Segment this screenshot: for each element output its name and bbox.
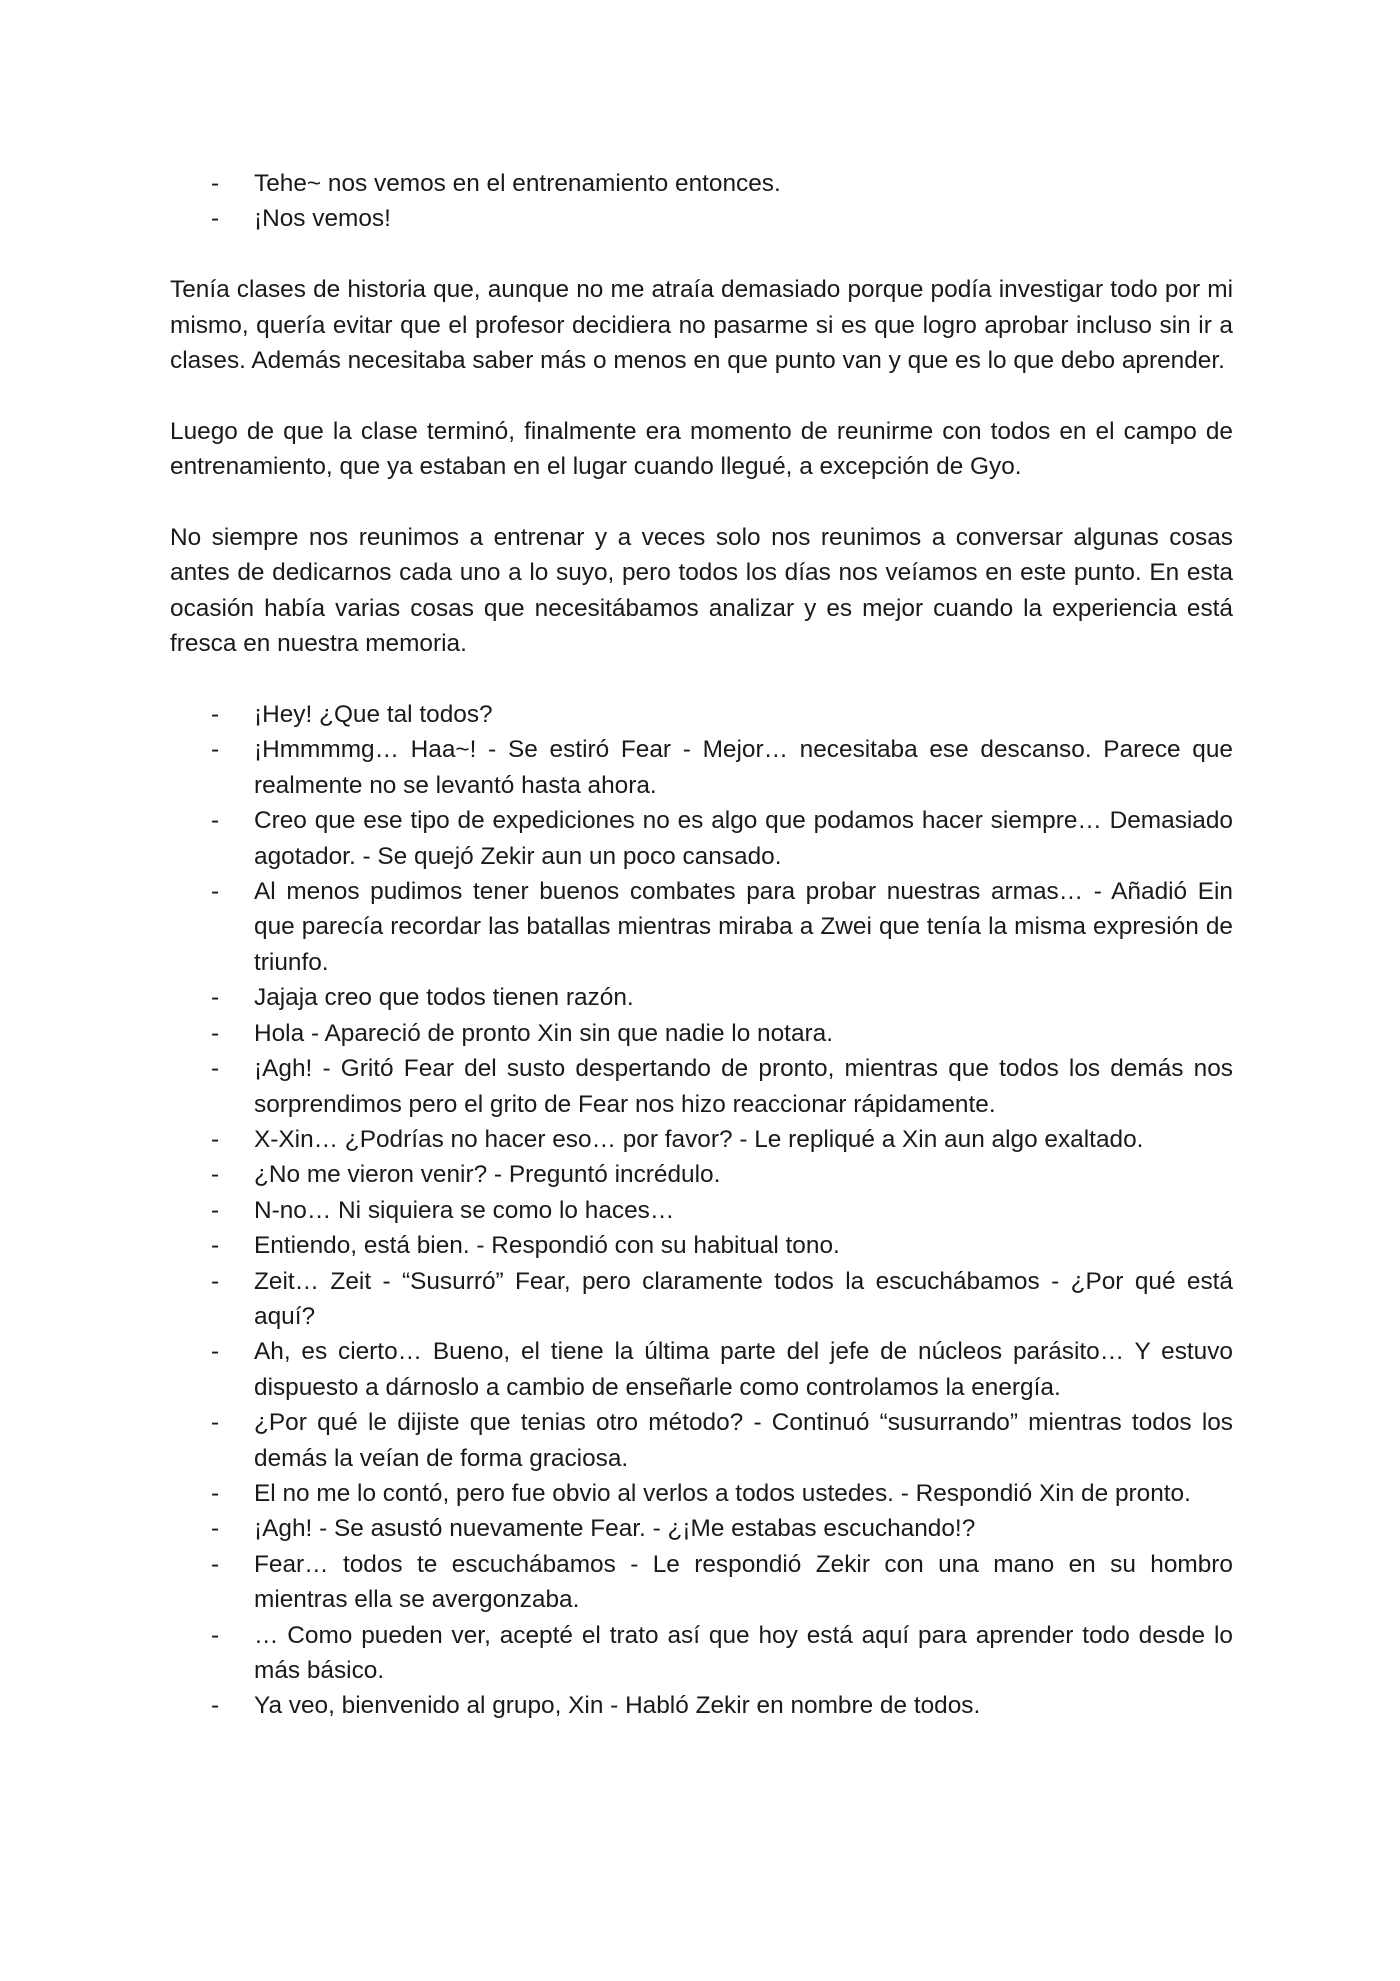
dialogue-line (170, 1228, 1233, 1263)
dialogue-line (170, 732, 1233, 803)
dialogue-line (170, 1618, 1233, 1689)
dialogue-line (170, 980, 1233, 1015)
narrative-paragraph: Luego de que la clase terminó, finalmente era momento de reunirme con todos en el campo de entrenamiento, que ya estaban en el lugar cuando llegué, a excepción de Gyo. (170, 417, 1233, 481)
dialogue-line (170, 1334, 1233, 1405)
dialogue-line (170, 1264, 1233, 1335)
dash-marker: - (211, 1196, 220, 1224)
dialogue-text: ¿Por qué le dijiste que tenias otro método? - Continuó “susurrando” mientras todos los demás la veían de forma graciosa. (254, 1409, 1233, 1472)
dialogue-text: El no me lo contó, pero fue obvio al verlos a todos ustedes. - Respondió Xin de pronto. (254, 1479, 1191, 1507)
dash-marker: - (211, 736, 220, 764)
dialogue-line (170, 1016, 1233, 1051)
dialogue-line (170, 201, 1233, 236)
dialogue-text: ¡Nos vemos! (254, 205, 391, 233)
dialogue-text: Tehe~ nos vemos en el entrenamiento entonces. (254, 170, 781, 197)
dialogue-text: Hola - Apareció de pronto Xin sin que nadie lo notara. (254, 1019, 833, 1047)
dialogue-line (170, 1157, 1233, 1192)
dash-marker: - (211, 701, 220, 729)
dash-marker: - (211, 205, 220, 233)
dialogue-text: Ya veo, bienvenido al grupo, Xin - Habló Zekir en nombre de todos. (254, 1692, 981, 1720)
dialogue-text: Fear… todos te escuchábamos - Le respondió Zekir con una mano en su hombro mientras ella se avergonzaba. (254, 1550, 1233, 1614)
dialogue-text: N-no… Ni siquiera se como lo haces… (254, 1196, 675, 1224)
dialogue-text: … Como pueden ver, acepté el trato así que hoy está aquí para aprender todo desde lo más básico. (254, 1621, 1233, 1684)
narrative-paragraph: No siempre nos reunimos a entrenar y a veces solo nos reunimos a conversar algunas cosas antes de dedicarnos cada uno a lo suyo, pero todos los días nos veíamos en este punto. En esta ocasión había varias cosas que necesitábamos analizar y es mejor cuando la experiencia está fresca en nuestra memoria. (170, 524, 1233, 658)
dialogue-text: ¿No me vieron venir? - Preguntó incrédulo. (254, 1161, 721, 1189)
dialogue-text: Jajaja creo que todos tienen razón. (254, 984, 634, 1012)
dialogue-line (170, 1476, 1233, 1511)
dialogue-line (170, 1511, 1233, 1546)
dialogue-text: ¡Hmmmmg… Haa~! - Se estiró Fear - Mejor… necesitaba ese descanso. Parece que realmente no se levantó hasta ahora. (254, 736, 1233, 799)
dash-marker: - (211, 1409, 220, 1437)
dash-marker: - (211, 1479, 220, 1507)
dialogue-line (170, 1405, 1233, 1476)
dialogue-line (170, 697, 1233, 732)
dash-marker: - (211, 1125, 220, 1153)
dash-marker: - (211, 878, 220, 906)
dialogue-text: ¡Agh! - Se asustó nuevamente Fear. - ¿¡Me estabas escuchando!? (254, 1515, 976, 1543)
dialogue-text: Al menos pudimos tener buenos combates para probar nuestras armas… - Añadió Ein que parecía recordar las batallas mientras miraba a Zwei que tenía la misma expresión de triunfo. (254, 878, 1233, 976)
narrative-paragraph: Tenía clases de historia que, aunque no me atraía demasiado porque podía investigar todo por mi mismo, quería evitar que el profesor decidiera no pasarme si es que logro aprobar incluso sin ir a clases. Además necesitaba saber más o menos en que punto van y que es lo que debo aprender. (170, 276, 1233, 375)
dialogue-text: Creo que ese tipo de expediciones no es algo que podamos hacer siempre… Demasiado agotador. - Se quejó Zekir aun un poco cansado. (254, 807, 1233, 870)
document-body (170, 166, 1233, 1724)
dialogue-text: Ah, es cierto… Bueno, el tiene la última parte del jefe de núcleos parásito… Y estuvo dispuesto a dárnoslo a cambio de enseñarle como controlamos la energía. (254, 1338, 1233, 1401)
dialogue-text: Zeit… Zeit - “Susurró” Fear, pero claramente todos la escuchábamos - ¿Por qué está aquí? (254, 1267, 1233, 1330)
dialogue-line (170, 166, 1233, 201)
dash-marker: - (211, 1161, 220, 1189)
dialogue-text: X-Xin… ¿Podrías no hacer eso… por favor? - Le repliqué a Xin aun algo exaltado. (254, 1125, 1144, 1153)
dash-marker: - (211, 1338, 220, 1366)
dash-marker: - (211, 1232, 220, 1260)
dash-marker: - (211, 1019, 220, 1047)
main-dialogue-list (170, 697, 1233, 1724)
dialogue-line (170, 1122, 1233, 1157)
dash-marker: - (211, 1055, 220, 1083)
dialogue-line (170, 874, 1233, 980)
dialogue-line (170, 1547, 1233, 1618)
dash-marker: - (211, 1267, 220, 1295)
dialogue-line (170, 1688, 1233, 1723)
dash-marker: - (211, 807, 220, 835)
dialogue-line (170, 1193, 1233, 1228)
dash-marker: - (211, 1550, 220, 1578)
dialogue-text: ¡Hey! ¿Que tal todos? (254, 701, 493, 729)
dialogue-line (170, 803, 1233, 874)
intro-dialogue-list (170, 166, 1233, 237)
dash-marker: - (211, 984, 220, 1012)
dash-marker: - (211, 1515, 220, 1543)
dash-marker: - (211, 170, 220, 197)
dialogue-line (170, 1051, 1233, 1122)
dash-marker: - (211, 1621, 220, 1649)
dialogue-text: Entiendo, está bien. - Respondió con su habitual tono. (254, 1232, 840, 1260)
dash-marker: - (211, 1692, 220, 1720)
dialogue-text: ¡Agh! - Gritó Fear del susto despertando de pronto, mientras que todos los demás nos sorprendimos pero el grito de Fear nos hizo reaccionar rápidamente. (254, 1055, 1233, 1118)
